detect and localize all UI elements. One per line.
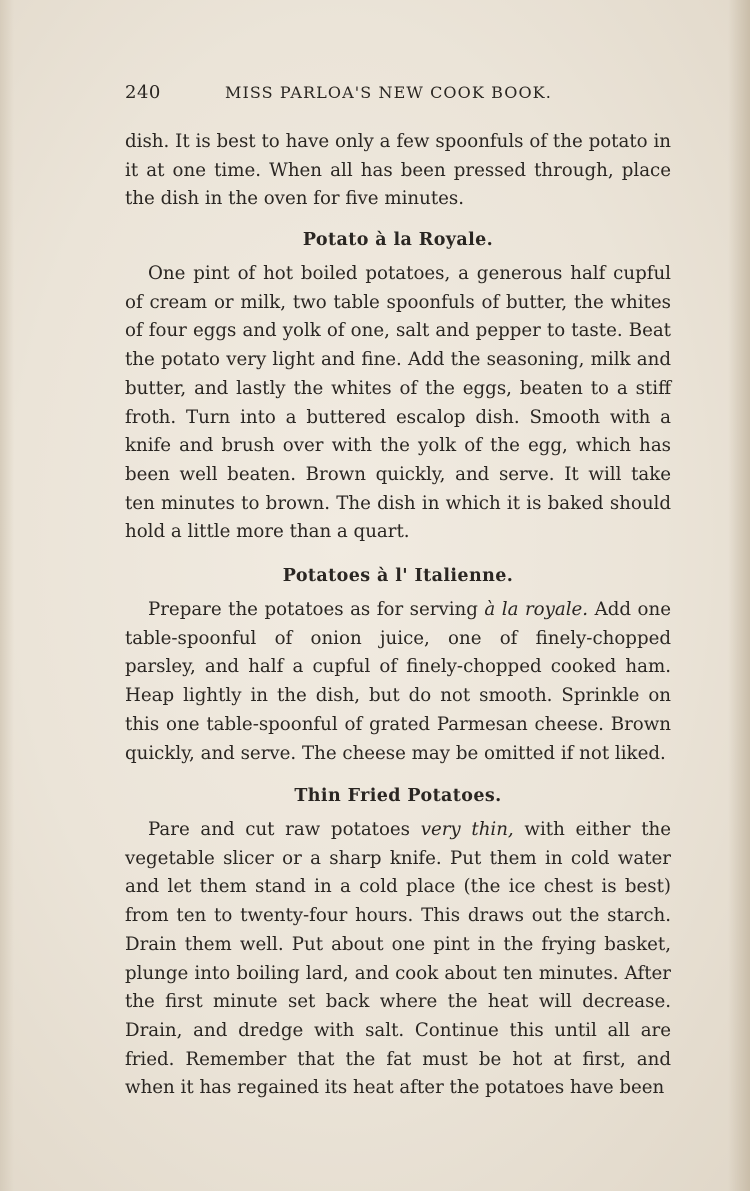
italic-text: à la royale.	[484, 599, 589, 620]
page-edge-shadow-right	[728, 0, 750, 1191]
recipe-heading-potato-a-la-royale: Potato à la Royale.	[302, 230, 494, 250]
text-run: Prepare the potatoes as for serving	[148, 599, 485, 620]
recipe-body-thin-fried-potatoes	[125, 816, 671, 1103]
recipe-heading-thin-fried-potatoes: Thin Fried Potatoes.	[294, 786, 502, 806]
paragraph-text: One pint of hot boiled potatoes, a generous half cupful of cream or milk, two table spoonfuls of butter, the whites of four eggs and yolk of one, salt and pepper to taste. Beat the potato very light and fine. Add the seasoning, milk and butter, and lastly the whites of the eggs, beaten to a stiff froth. Turn into a buttered escalop dish. Smooth with a knife and brush over with the yolk of the egg, which has been well beaten. Brown quickly, and serve. It will take ten minutes to brown. The dish in which it is baked should hold a little more than a quart.	[125, 263, 671, 543]
page-header	[125, 82, 670, 108]
text-run: Add one table-spoonful of onion juice, one of finely-chopped parsley, and half a cupful of finely-chopped cooked ham. Heap lightly in the dish, but do not smooth. Sprinkle on this one table-spoonful of grated Parmesan cheese. Brown quickly, and serve. The cheese may be omitted if not liked.	[125, 599, 671, 764]
text-run: Pare and cut raw potatoes	[148, 819, 421, 840]
page-number: 240	[125, 82, 161, 103]
running-head: MISS PARLOA'S NEW COOK BOOK.	[225, 83, 552, 102]
paragraph-text	[125, 816, 671, 1103]
italic-text: very thin,	[420, 819, 514, 840]
continued-paragraph	[125, 128, 671, 214]
recipe-heading-potatoes-a-l-italienne: Potatoes à l' Italienne.	[282, 566, 514, 586]
paragraph-text	[125, 596, 671, 768]
text-run: with either the vegetable slicer or a sharp knife. Put them in cold water and let them stand in a cold place (the ice chest is best) from ten to twenty-four hours. This draws out the starch. Drain them well. Put about one pint in the frying basket, plunge into boiling lard, and cook about ten minutes. After the first minute set back where the heat will decrease. Drain, and dredge with salt. Continue this until all are fried. Remember that the fat must be hot at first, and when it has regained its heat after the potatoes have been	[125, 819, 671, 1099]
paragraph-text: dish. It is best to have only a few spoonfuls of the potato in it at one time. When all has been pressed through, place the dish in the oven for five minutes.	[125, 131, 671, 210]
recipe-body-potato-a-la-royale	[125, 260, 671, 547]
recipe-body-potatoes-a-l-italienne	[125, 596, 671, 768]
page-edge-shadow-left	[0, 0, 14, 1191]
